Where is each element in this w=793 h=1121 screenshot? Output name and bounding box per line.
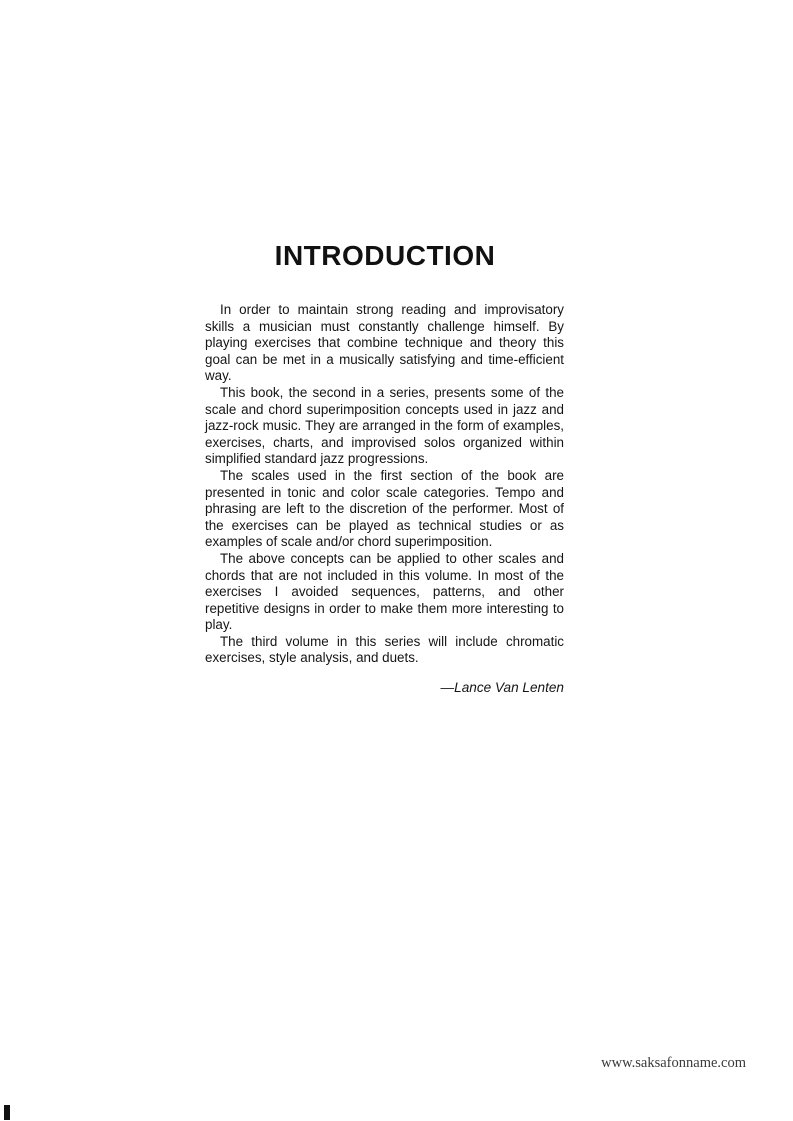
paragraph-1: In order to maintain strong reading and improvisatory skills a musician must constantly challenge himself. By playing exercises that combine technique and theory this goal can be met in a musically satisfying and time-efficient way. bbox=[205, 302, 564, 384]
paragraph-4: The above concepts can be applied to other scales and chords that are not included in this volume. In most of the exercises I avoided sequences, patterns, and other repetitive designs in order to make them more interesting to play. bbox=[205, 550, 564, 633]
paragraph-2: This book, the second in a series, presents some of the scale and chord superimposition concepts used in jazz and jazz-rock music. They are arranged in the form of examples, exercises, charts, and improvised solos organized within simplified standard jazz progressions. bbox=[205, 384, 564, 467]
website-watermark: www.saksafonname.com bbox=[601, 1055, 746, 1071]
paragraph-5: The third volume in this series will include chromatic exercises, style analysis, and duets. bbox=[205, 633, 564, 666]
author-signature: —Lance Van Lenten bbox=[440, 680, 564, 695]
introduction-body bbox=[205, 302, 564, 667]
scan-corner-mark bbox=[4, 1105, 10, 1120]
page-title: INTRODUCTION bbox=[274, 240, 496, 271]
paragraph-3: The scales used in the first section of the book are presented in tonic and color scale categories. Tempo and phrasing are left to the discretion of the performer. Most of the exercises can be played as technical studies or as examples of scale and/or chord superimposition. bbox=[205, 467, 564, 550]
